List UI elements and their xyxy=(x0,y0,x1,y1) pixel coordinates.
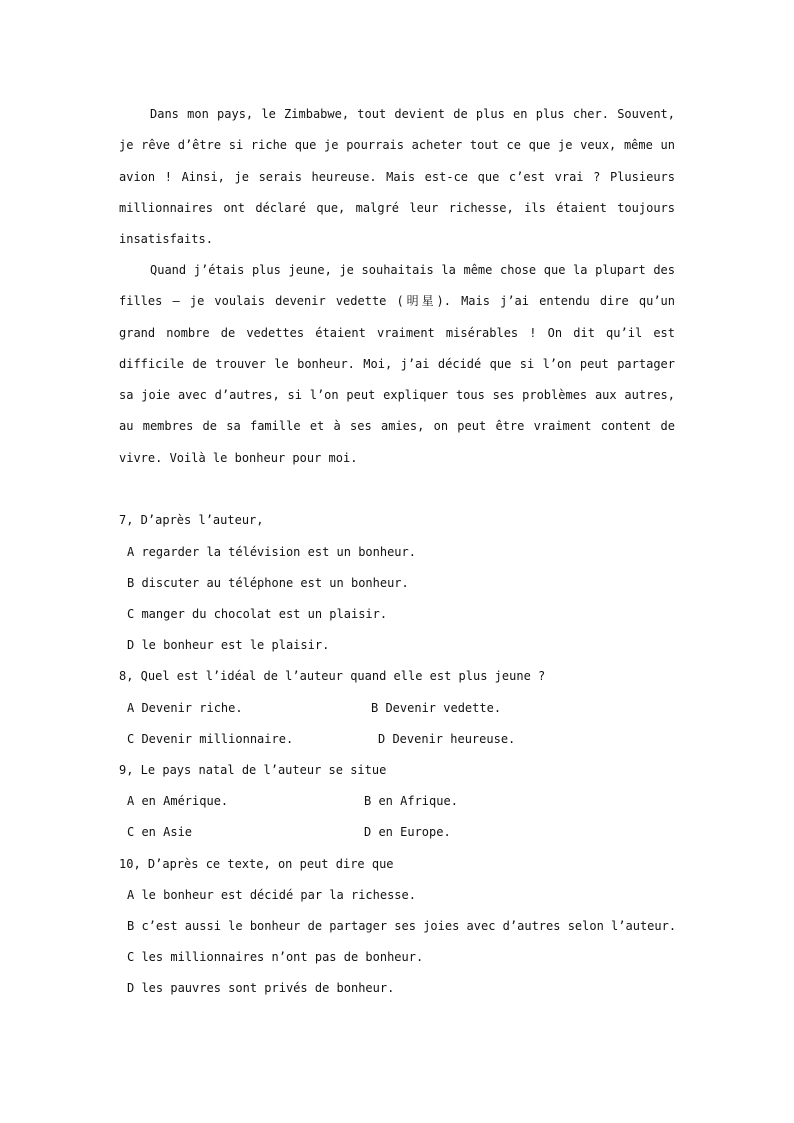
question-8-option-a: A Devenir riche. xyxy=(127,701,243,715)
question-9-option-a: A en Amérique. xyxy=(127,794,229,808)
question-10-stem: 10, D’après ce texte, on peut dire que xyxy=(119,857,394,871)
question-8-option-d: D Devenir heureuse. xyxy=(378,732,516,746)
question-9-stem: 9, Le pays natal de l’auteur se situe xyxy=(119,763,387,777)
question-8-option-c: C Devenir millionnaire. xyxy=(127,732,294,746)
passage-paragraph-2-text: Quand j’étais plus jeune, je souhaitais la même chose que la plupart des filles – je voulais devenir vedette (明星). Mais j’ai entendu dire qu’un grand nombre de vedettes étaient vraiment misérables ! On dit qu’il est difficile de trouver le bonheur. Moi, j’ai décidé que si l’on peut partager sa joie avec d’autres, si l’on peut expliquer tous ses problèmes aux autres, au membres de sa famille et à ses amies, on peut être vraiment content de vivre. Voilà le bonheur pour moi. xyxy=(119,263,675,465)
passage-paragraph-1 xyxy=(119,99,675,255)
question-8-option-b: B Devenir vedette. xyxy=(371,701,502,715)
passage-paragraph-2 xyxy=(119,255,675,474)
question-10-option-d: D les pauvres sont privés de bonheur. xyxy=(127,981,395,995)
question-7-option-b: B discuter au téléphone est un bonheur. xyxy=(127,576,409,590)
question-10-option-a: A le bonheur est décidé par la richesse. xyxy=(127,888,416,902)
question-7-option-d: D le bonheur est le plaisir. xyxy=(127,638,330,652)
question-10-option-c: C les millionnaires n’ont pas de bonheur. xyxy=(127,950,424,964)
question-7-option-a: A regarder la télévision est un bonheur. xyxy=(127,545,416,559)
question-8-stem: 8, Quel est l’idéal de l’auteur quand elle est plus jeune ? xyxy=(119,669,546,683)
question-9-option-d: D en Europe. xyxy=(364,825,451,839)
passage-paragraph-1-text: Dans mon pays, le Zimbabwe, tout devient de plus en plus cher. Souvent, je rêve d’être si riche que je pourrais acheter tout ce que je veux, même un avion ! Ainsi, je serais heureuse. Mais est-ce que c’est vrai ? Plusieurs millionnaires ont déclaré que, malgré leur richesse, ils étaient toujours insatisfaits. xyxy=(119,107,675,247)
question-7-option-c: C manger du chocolat est un plaisir. xyxy=(127,607,388,621)
question-10-option-b: B c’est aussi le bonheur de partager ses joies avec d’autres selon l’auteur. xyxy=(127,919,677,933)
question-9-option-c: C en Asie xyxy=(127,825,193,839)
question-9-option-b: B en Afrique. xyxy=(364,794,458,808)
question-7-stem: 7, D’après l’auteur, xyxy=(119,513,264,527)
